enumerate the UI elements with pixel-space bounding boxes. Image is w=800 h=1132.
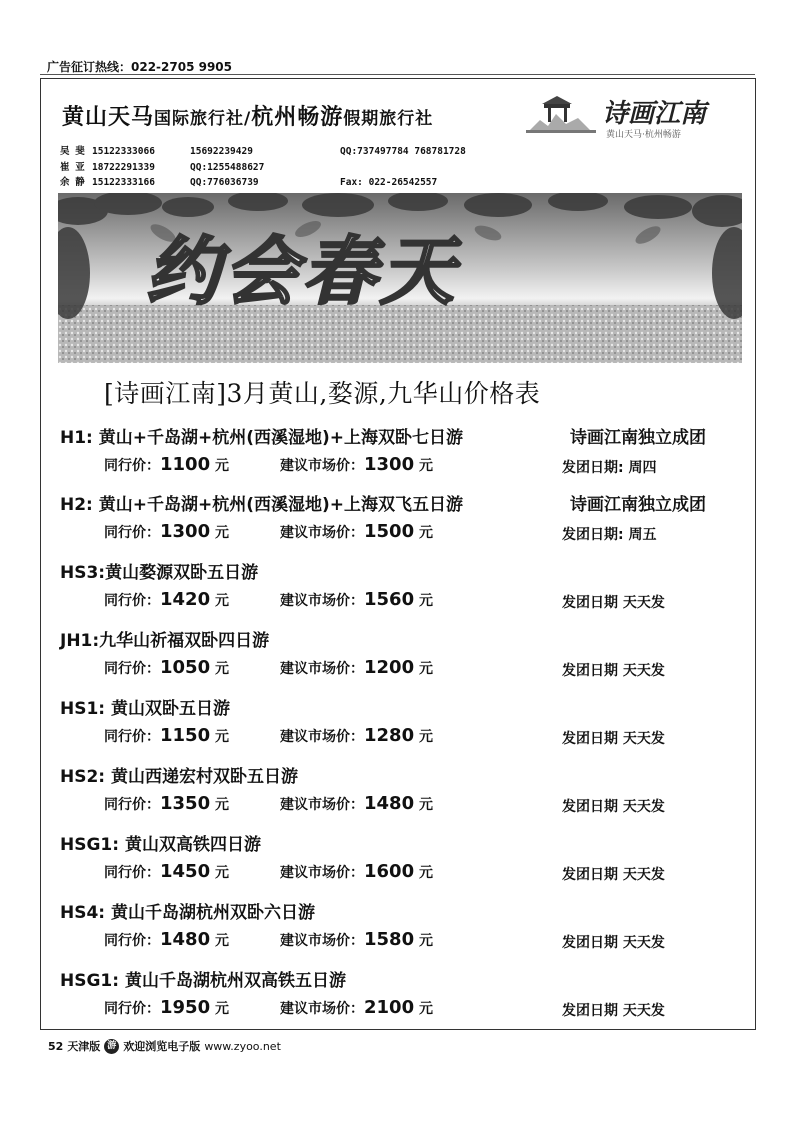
edition-label: 天津版 [67,1040,101,1053]
peer-price: 同行价：1100 元 [104,454,229,475]
contact-phone: 15122333066 [92,146,155,157]
price-row [104,454,714,478]
market-price: 建议市场价：1300 元 [280,454,433,475]
contact-list [60,144,466,191]
welcome-text: 欢迎浏览电子版 [123,1040,201,1053]
spring-banner [58,193,742,363]
company-2-name: 杭州畅游 [251,105,344,130]
departure-date: 发团日期 天天发 [562,867,665,883]
tour-title: H2: 黄山+千岛湖+杭州(西溪湿地)+上海双飞五日游 [60,495,464,515]
market-price: 建议市场价：1580 元 [280,929,433,950]
contact-phone: 18722291339 [92,161,155,173]
page-footer [48,1038,281,1054]
departure-date: 发团日期: 周四 [562,460,657,476]
contact-qq: QQ:1255488627 [190,161,265,173]
contact-fax: Fax: 022-26542557 [340,177,438,188]
company-names [62,100,433,131]
market-price: 建议市场价：1600 元 [280,861,433,882]
peer-price: 同行价：1450 元 [104,861,229,882]
departure-date: 发团日期 天天发 [562,799,665,815]
logo-text: 诗画江南 [602,99,707,129]
departure-date: 发团日期 天天发 [562,595,665,611]
tour-title: HSG1: 黄山千岛湖杭州双高铁五日游 [60,971,346,991]
price-list-heading: [诗画江南]3月黄山,婺源,九华山价格表 [104,379,541,408]
tour-title: JH1:九华山祈福双卧四日游 [60,631,270,651]
price-row [104,997,714,1021]
tour-note: 诗画江南独立成团 [570,495,706,515]
price-row [104,929,714,953]
peer-price: 同行价：1950 元 [104,997,229,1018]
divider [40,74,755,75]
contact-qq: QQ:737497784 768781728 [340,146,466,157]
peer-price: 同行价：1050 元 [104,657,229,678]
price-row [104,521,714,545]
contact-row [60,160,466,176]
tour-title: HS3:黄山婺源双卧五日游 [60,563,259,583]
peer-price: 同行价：1300 元 [104,521,229,542]
peer-price: 同行价：1350 元 [104,793,229,814]
banner-title: 约会春天 [146,229,458,315]
page-number: 52 [48,1039,64,1053]
contact-row [60,175,466,191]
departure-date: 发团日期 天天发 [562,935,665,951]
departure-date: 发团日期: 周五 [562,527,657,543]
price-row [104,657,714,681]
tour-title: HS2: 黄山西递宏村双卧五日游 [60,767,299,787]
contact-name: 余 静 [60,177,85,188]
peer-price: 同行价：1150 元 [104,725,229,746]
logo-tagline: 黄山天马·杭州畅游 [606,130,681,140]
departure-date: 发团日期 天天发 [562,1003,665,1019]
market-price: 建议市场价：1200 元 [280,657,433,678]
company-2-suffix: 假期旅行社 [343,109,434,129]
contact-row [60,144,466,160]
market-price: 建议市场价：2100 元 [280,997,433,1018]
advert-hotline: 广告征订热线：022-2705 9905 [47,60,233,74]
contact-name: 崔 亚 [60,161,85,173]
market-price: 建议市场价：1480 元 [280,793,433,814]
peer-price: 同行价：1480 元 [104,929,229,950]
price-row [104,861,714,885]
tour-note: 诗画江南独立成团 [570,428,706,448]
tour-title: HS4: 黄山千岛湖杭州双卧六日游 [60,903,316,923]
company-1-suffix: 国际旅行社/ [154,109,252,129]
price-row [104,589,714,613]
contact-name: 吴 斐 [60,146,85,157]
price-row [104,793,714,817]
market-price: 建议市场价：1500 元 [280,521,433,542]
contact-phone: 15692239429 [190,146,253,157]
website-link[interactable]: www.zyoo.net [204,1039,281,1053]
shihua-jiangnan-logo [526,90,741,142]
departure-date: 发团日期 天天发 [562,663,665,679]
tour-title: HSG1: 黄山双高铁四日游 [60,835,261,855]
magazine-logo-icon: 游 [104,1039,119,1054]
peer-price: 同行价：1420 元 [104,589,229,610]
contact-qq: QQ:776036739 [190,177,259,188]
market-price: 建议市场价：1280 元 [280,725,433,746]
departure-date: 发团日期 天天发 [562,731,665,747]
tour-title: H1: 黄山+千岛湖+杭州(西溪湿地)+上海双卧七日游 [60,428,464,448]
market-price: 建议市场价：1560 元 [280,589,433,610]
price-row [104,725,714,749]
contact-phone: 15122333166 [92,177,155,188]
tour-title: HS1: 黄山双卧五日游 [60,699,231,719]
company-1-name: 黄山天马 [62,105,155,130]
